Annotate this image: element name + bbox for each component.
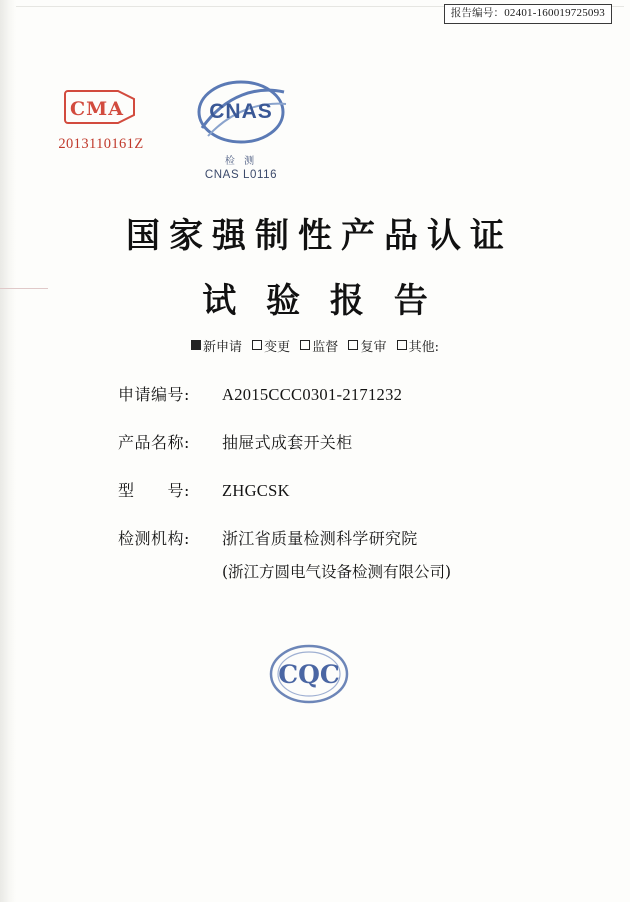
checkbox-empty-icon[interactable] [397,340,407,350]
svg-text:CNAS: CNAS [209,100,273,123]
cma-icon [64,88,138,126]
report-number-value: 02401-160019725093 [504,7,605,19]
checkbox-option-review[interactable] [348,340,386,355]
field-label-application-number: 申请编号: [118,385,190,404]
cover-fields [118,384,548,606]
checkbox-label-other: 其他: [408,340,439,355]
field-value-application-number: A2015CCC0301-2171232 [222,385,403,404]
certification-marks-row [0,78,630,188]
checkbox-option-change[interactable] [252,340,290,355]
checkbox-label-change: 变更 [264,340,291,355]
field-value-testing-organization: 浙江省质量检测科学研究院 [222,529,418,549]
field-label-product-name: 产品名称: [118,433,190,453]
cqc-seal-icon [263,640,355,714]
checkbox-option-other[interactable] [397,340,439,355]
field-label-model: 型 号: [118,480,190,500]
page-bottom-margin [0,862,630,902]
field-testing-organization [118,528,548,550]
field-product-name [118,432,548,454]
checkbox-option-supervision[interactable] [300,340,338,355]
cma-block [46,88,156,153]
cnas-icon [186,78,296,156]
svg-text:CQC: CQC [278,660,340,689]
field-model [118,480,548,502]
svg-text:CMA: CMA [70,98,124,120]
report-number-label: 报告编号： [450,7,505,19]
field-value-product-name: 抽屉式成套开关柜 [222,433,353,453]
title-line-1: 国家强制性产品认证 [126,216,513,256]
checkbox-empty-icon[interactable] [300,340,310,350]
cnas-block [176,78,306,181]
cnas-sub-label: 检 测 [224,156,258,167]
application-type-row [0,336,630,355]
field-value-model: ZHGCSK [222,480,290,500]
checkbox-filled-icon[interactable] [191,340,201,350]
checkbox-option-new[interactable] [191,340,242,355]
report-number-box [444,4,612,24]
cnas-accreditation-number: CNAS L0116 [204,169,278,181]
field-value-testing-organization-sub: (浙江方圆电气设备检测有限公司) [222,562,452,581]
checkbox-label-new: 新申请 [202,340,242,355]
title-line-2: 试 验 报 告 [202,281,437,321]
field-label-testing-organization: 检测机构: [118,529,190,549]
cma-code: 2013110161Z [58,136,144,152]
checkbox-empty-icon[interactable] [252,340,262,350]
checkbox-label-supervision: 监督 [312,340,339,355]
field-application-number [118,384,548,406]
checkbox-label-review: 复审 [360,340,387,355]
document-title [0,208,630,322]
checkbox-empty-icon[interactable] [348,340,358,350]
